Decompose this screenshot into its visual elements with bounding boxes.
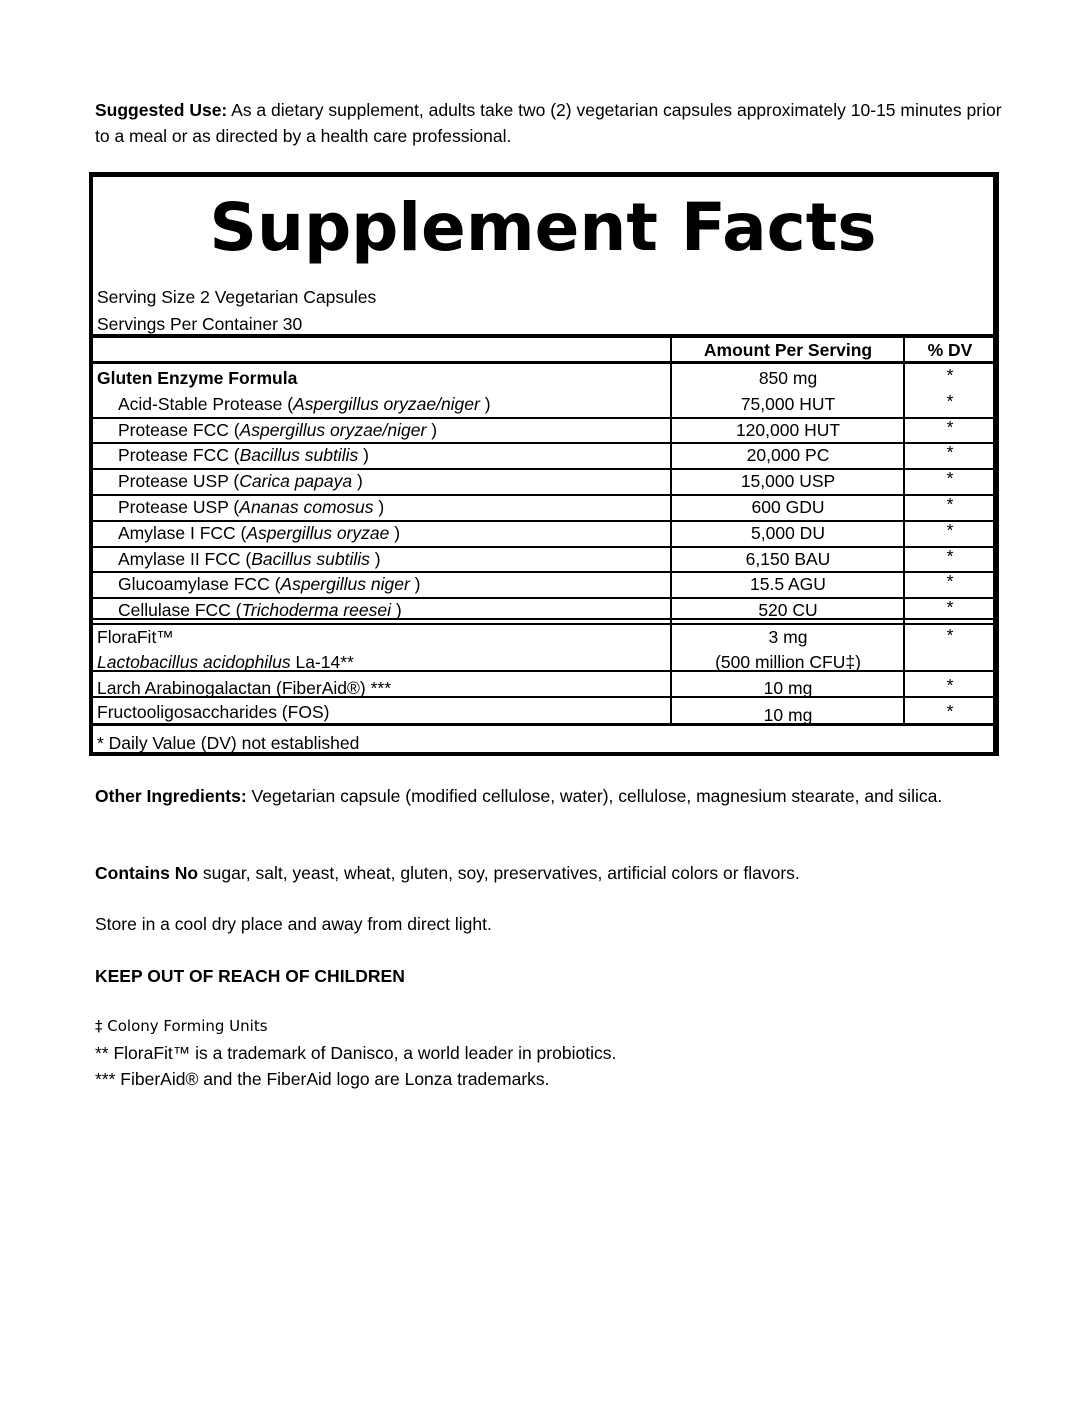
row-rule <box>93 468 993 470</box>
supplement-facts-panel <box>89 172 999 756</box>
row-rule <box>93 417 993 419</box>
row-rule <box>93 571 993 573</box>
header-dv: % DV <box>927 340 973 360</box>
fos-amount: 10 mg <box>763 705 813 725</box>
other-ingredients-text: Vegetarian capsule (modified cellulose, water), cellulose, magnesium stearate, and silica. <box>246 786 943 806</box>
ingredient-name: Cellulase FCC (Trichoderma reesei ) <box>118 600 402 621</box>
other-ingredients-label: Other Ingredients: <box>95 786 247 806</box>
ingredient-amount: 20,000 PC <box>746 445 830 466</box>
ingredient-name: Protease USP (Carica papaya ) <box>118 471 363 492</box>
row-rule <box>93 442 993 444</box>
fos-dv: * <box>946 701 954 721</box>
ingredient-name: Glucoamylase FCC (Aspergillus niger ) <box>118 574 421 595</box>
ingredient-dv: * <box>946 365 954 385</box>
column-divider-left <box>670 338 672 725</box>
ingredient-dv: * <box>946 545 954 566</box>
contains-no-label: Contains No <box>95 863 199 883</box>
contains-no-text: sugar, salt, yeast, wheat, gluten, soy, preservatives, artificial colors or flavors. <box>198 863 800 883</box>
fos-name: Fructooligosaccharides (FOS) <box>97 702 330 722</box>
ingredient-amount: 6,150 BAU <box>745 548 831 569</box>
thick-rule <box>93 334 993 338</box>
florafit-amount: 3 mg <box>768 627 808 647</box>
ingredient-dv: * <box>946 416 954 437</box>
row-rule <box>93 546 993 548</box>
ingredient-amount: 15,000 USP <box>740 471 836 492</box>
florafit-dv: * <box>946 625 954 645</box>
ingredient-dv: * <box>946 494 954 514</box>
contains-no <box>95 860 1005 886</box>
serving-size: Serving Size 2 Vegetarian Capsules <box>97 287 377 307</box>
row-rule <box>93 597 993 599</box>
ingredient-dv: * <box>946 390 954 411</box>
larch-amount: 10 mg <box>763 678 813 698</box>
ingredient-dv: * <box>946 519 954 540</box>
ingredient-dv: * <box>946 468 954 489</box>
ingredient-amount: 600 GDU <box>751 497 825 517</box>
footnote-florafit: ** FloraFit™ is a trademark of Danisco, a world leader in probiotics. <box>95 1043 617 1063</box>
footnote-fiberaid: *** FiberAid® and the FiberAid logo are Lonza trademarks. <box>95 1069 550 1089</box>
lactobacillus-name: Lactobacillus acidophilus La-14** <box>97 652 354 672</box>
ingredient-name: Amylase II FCC (Bacillus subtilis ) <box>118 548 381 569</box>
other-ingredients <box>95 783 1005 809</box>
row-rule <box>93 623 993 625</box>
ingredient-amount: 120,000 HUT <box>735 419 841 440</box>
header-rule <box>93 361 993 364</box>
larch-name: Larch Arabinogalactan (FiberAid®) *** <box>97 678 392 698</box>
row-rule <box>93 520 993 522</box>
ingredient-name: Protease FCC (Bacillus subtilis ) <box>118 445 369 466</box>
row-rule <box>93 494 993 496</box>
ingredient-name: Protease USP (Ananas comosus ) <box>118 497 385 517</box>
facts-title: Supplement Facts <box>209 189 877 266</box>
larch-dv: * <box>946 675 954 695</box>
ingredient-amount: 5,000 DU <box>751 522 825 543</box>
ingredient-amount: 15.5 AGU <box>750 574 826 595</box>
ingredient-dv: * <box>946 597 954 618</box>
footnote-cfu: ‡ Colony Forming Units <box>95 1017 268 1035</box>
ingredient-amount: 520 CU <box>758 600 818 621</box>
ingredient-name: Acid-Stable Protease (Aspergillus oryzae/niger ) <box>118 393 491 414</box>
child-warning: KEEP OUT OF REACH OF CHILDREN <box>95 966 405 986</box>
dv-note: * Daily Value (DV) not established <box>97 733 360 753</box>
lactobacillus-amount: (500 million CFU‡) <box>715 652 861 672</box>
servings-per-container: Servings Per Container 30 <box>97 314 303 334</box>
suggested-use-text: As a dietary supplement, adults take two (2) vegetarian capsules approximately 10-15 minutes prior to a meal or as directed by a health care professional. <box>95 100 1002 146</box>
storage-note: Store in a cool dry place and away from direct light. <box>95 914 492 934</box>
ingredient-name: Protease FCC (Aspergillus oryzae/niger ) <box>118 419 438 440</box>
suggested-use-label: Suggested Use: <box>95 100 228 120</box>
suggested-use <box>95 97 1005 149</box>
ingredient-amount: 75,000 HUT <box>740 393 836 414</box>
ingredient-amount: 850 mg <box>758 368 818 388</box>
ingredient-name: Gluten Enzyme Formula <box>97 368 298 388</box>
ingredient-name: Amylase I FCC (Aspergillus oryzae ) <box>118 522 401 543</box>
florafit-name: FloraFit™ <box>97 627 174 647</box>
ingredient-dv: * <box>946 442 954 463</box>
header-amount: Amount Per Serving <box>703 340 873 360</box>
ingredient-dv: * <box>946 571 954 592</box>
